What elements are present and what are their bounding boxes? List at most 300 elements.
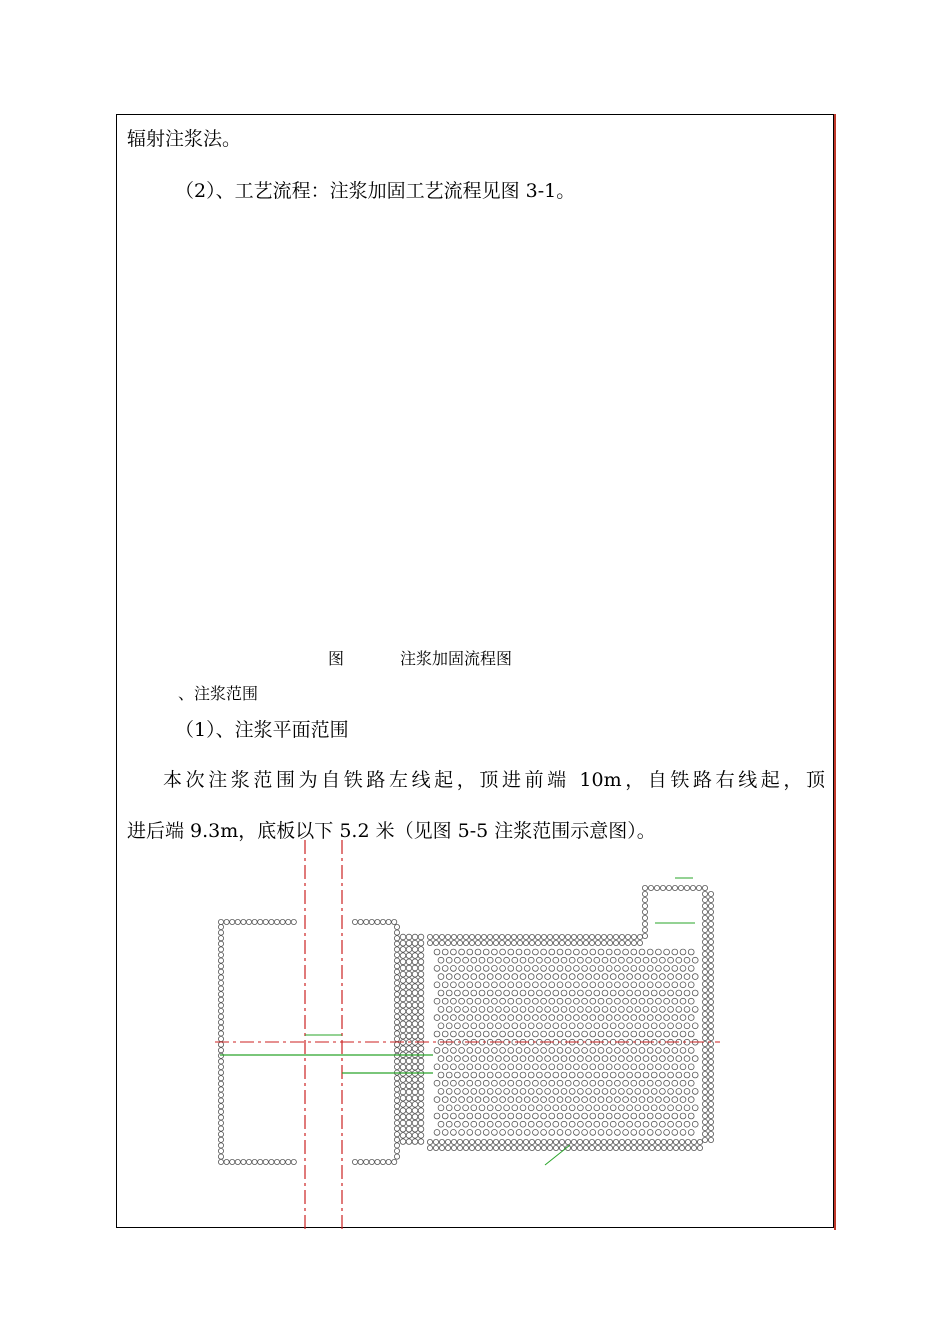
grout-hole xyxy=(541,966,547,972)
grout-hole xyxy=(667,1145,672,1150)
grout-hole xyxy=(451,940,456,945)
grout-hole xyxy=(512,1007,518,1013)
grout-hole xyxy=(571,1145,576,1150)
grout-hole xyxy=(590,1031,596,1037)
grout-hole xyxy=(708,999,713,1004)
grout-hole xyxy=(708,1101,713,1106)
grout-hole xyxy=(529,940,534,945)
grout-hole xyxy=(218,930,223,935)
grout-hole xyxy=(672,1113,678,1119)
grout-hole xyxy=(412,965,418,971)
grout-hole xyxy=(442,1015,448,1021)
grout-hole xyxy=(516,966,522,972)
grout-hole xyxy=(394,1031,399,1036)
grout-hole xyxy=(508,998,514,1004)
grout-hole xyxy=(656,1031,662,1037)
grout-hole xyxy=(702,945,707,950)
grout-hole xyxy=(595,1145,600,1150)
grout-hole xyxy=(533,1048,539,1054)
grout-hole xyxy=(230,1159,235,1164)
leader-bottom xyxy=(545,1145,570,1165)
grout-hole xyxy=(598,1080,604,1086)
grout-hole xyxy=(406,1015,412,1021)
grout-hole xyxy=(660,1089,666,1095)
grout-hole xyxy=(418,940,424,946)
grout-hole xyxy=(418,1033,424,1039)
grout-hole xyxy=(528,957,534,963)
section-heading: 、注浆范围 xyxy=(178,684,259,703)
grout-hole xyxy=(504,1121,510,1127)
grout-hole xyxy=(561,974,567,980)
grout-hole xyxy=(559,934,564,939)
grout-hole xyxy=(708,897,713,902)
grout-hole xyxy=(459,1097,465,1103)
grout-hole xyxy=(418,996,424,1002)
grout-hole xyxy=(578,1089,584,1095)
grout-hole xyxy=(702,1107,707,1112)
grout-hole xyxy=(394,1132,399,1137)
grout-hole xyxy=(412,947,418,953)
grout-hole xyxy=(394,936,399,941)
grout-hole xyxy=(434,1015,440,1021)
grout-hole xyxy=(569,1089,575,1095)
grout-hole xyxy=(589,934,594,939)
grout-hole xyxy=(524,1048,530,1054)
grout-hole xyxy=(358,1159,363,1164)
grout-hole xyxy=(637,1145,642,1150)
grout-hole xyxy=(607,934,612,939)
grout-hole xyxy=(524,949,530,955)
grout-hole xyxy=(528,1007,534,1013)
grout-hole xyxy=(528,1089,534,1095)
grout-hole xyxy=(688,982,694,988)
grout-hole xyxy=(517,940,522,945)
grout-hole xyxy=(660,1007,666,1013)
grout-hole xyxy=(547,934,552,939)
grout-hole xyxy=(218,941,223,946)
grout-hole xyxy=(418,978,424,984)
grout-hole xyxy=(406,1077,412,1083)
grout-hole xyxy=(400,1021,406,1027)
grout-hole xyxy=(684,1007,690,1013)
grout-hole xyxy=(459,1064,465,1070)
grout-hole xyxy=(586,1023,592,1029)
grout-hole xyxy=(218,1087,223,1092)
grout-hole xyxy=(561,1121,567,1127)
grout-hole xyxy=(218,1126,223,1131)
grout-hole xyxy=(557,1048,563,1054)
grout-hole xyxy=(602,974,608,980)
grout-hole xyxy=(412,1077,418,1083)
grout-hole xyxy=(218,1048,223,1053)
grout-hole xyxy=(418,984,424,990)
grout-hole xyxy=(553,1145,558,1150)
grout-hole xyxy=(406,990,412,996)
grout-hole xyxy=(406,1089,412,1095)
grout-hole xyxy=(496,1089,502,1095)
grout-hole xyxy=(679,1145,684,1150)
grout-hole xyxy=(553,1105,559,1111)
grout-hole xyxy=(631,998,637,1004)
grout-hole xyxy=(479,1105,485,1111)
grout-hole xyxy=(541,1145,546,1150)
grout-hole xyxy=(523,940,528,945)
grout-hole xyxy=(496,974,502,980)
grout-hole xyxy=(565,1097,571,1103)
grout-hole xyxy=(672,966,678,972)
grout-hole xyxy=(218,1059,223,1064)
grout-hole xyxy=(241,919,246,924)
grout-hole xyxy=(286,919,291,924)
grout-hole xyxy=(557,1064,563,1070)
grout-hole xyxy=(651,1072,657,1078)
grout-hole xyxy=(627,990,633,996)
grout-hole xyxy=(218,952,223,957)
grout-hole xyxy=(623,1080,629,1086)
grout-hole xyxy=(672,982,678,988)
grout-hole xyxy=(537,1121,543,1127)
grout-hole xyxy=(594,1089,600,1095)
grout-hole xyxy=(524,1097,530,1103)
grout-hole xyxy=(412,1058,418,1064)
grout-hole xyxy=(412,1108,418,1114)
grout-hole xyxy=(565,1139,570,1144)
grout-hole xyxy=(545,1121,551,1127)
grout-hole xyxy=(582,1048,588,1054)
grout-hole xyxy=(439,1145,444,1150)
grout-hole xyxy=(511,1139,516,1144)
grout-hole xyxy=(702,951,707,956)
grout-hole xyxy=(496,1105,502,1111)
grout-hole xyxy=(610,1007,616,1013)
grout-hole xyxy=(661,1139,666,1144)
grout-hole xyxy=(528,1023,534,1029)
grout-hole xyxy=(660,990,666,996)
grout-hole xyxy=(635,1023,641,1029)
grout-hole xyxy=(627,1105,633,1111)
grout-hole xyxy=(481,1145,486,1150)
grout-hole xyxy=(586,1121,592,1127)
grout-hole xyxy=(504,1105,510,1111)
grout-hole xyxy=(664,1130,670,1136)
grout-hole xyxy=(406,1064,412,1070)
grout-hole xyxy=(400,996,406,1002)
grout-hole xyxy=(463,1121,469,1127)
grout-hole xyxy=(471,990,477,996)
grout-hole xyxy=(418,1133,424,1139)
grout-hole xyxy=(676,957,682,963)
grout-hole xyxy=(218,992,223,997)
grout-hole xyxy=(569,1105,575,1111)
grout-hole xyxy=(660,1023,666,1029)
grout-hole xyxy=(676,974,682,980)
grout-hole xyxy=(557,966,563,972)
grout-hole xyxy=(504,1007,510,1013)
grout-hole xyxy=(582,1080,588,1086)
grout-hole xyxy=(571,1139,576,1144)
grout-hole xyxy=(672,1064,678,1070)
grout-hole xyxy=(583,934,588,939)
grout-hole xyxy=(606,1031,612,1037)
grout-hole xyxy=(394,986,399,991)
grout-hole xyxy=(702,927,707,932)
grout-hole xyxy=(549,1080,555,1086)
grout-hole xyxy=(412,978,418,984)
grout-hole xyxy=(512,1105,518,1111)
grout-hole xyxy=(496,1056,502,1062)
grout-hole xyxy=(418,1077,424,1083)
grout-hole xyxy=(545,990,551,996)
grout-hole xyxy=(418,1064,424,1070)
grout-hole xyxy=(708,945,713,950)
grout-hole xyxy=(394,947,399,952)
grout-hole xyxy=(578,974,584,980)
grout-hole xyxy=(708,1107,713,1112)
grout-hole xyxy=(702,969,707,974)
grout-hole xyxy=(639,1113,645,1119)
grout-hole xyxy=(446,1056,452,1062)
grout-hole xyxy=(598,1064,604,1070)
grout-hole xyxy=(565,998,571,1004)
grout-hole xyxy=(400,1046,406,1052)
grout-hole xyxy=(607,940,612,945)
grout-hole xyxy=(619,1023,625,1029)
grout-hole xyxy=(664,998,670,1004)
grout-hole xyxy=(708,1125,713,1130)
grout-hole xyxy=(643,1023,649,1029)
grout-hole xyxy=(218,1070,223,1075)
grout-hole xyxy=(291,1159,296,1164)
grout-hole xyxy=(529,1145,534,1150)
grout-hole xyxy=(463,1145,468,1150)
grout-hole xyxy=(680,1080,686,1086)
grout-hole xyxy=(394,1008,399,1013)
grout-hole xyxy=(680,1113,686,1119)
grout-hole xyxy=(647,1015,653,1021)
grout-hole xyxy=(524,1080,530,1086)
grout-hole xyxy=(607,1139,612,1144)
grout-hole xyxy=(557,1097,563,1103)
figure-caption-prefix: 图 xyxy=(328,649,345,668)
grout-hole xyxy=(475,1080,481,1086)
grout-hole xyxy=(606,1080,612,1086)
grout-hole xyxy=(442,1064,448,1070)
grout-hole xyxy=(610,1056,616,1062)
grout-hole xyxy=(520,1056,526,1062)
grout-hole xyxy=(545,1072,551,1078)
grout-hole xyxy=(394,997,399,1002)
grout-hole xyxy=(635,1056,641,1062)
grout-hole xyxy=(524,966,530,972)
grout-hole xyxy=(625,934,630,939)
grout-hole xyxy=(483,1048,489,1054)
grout-hole xyxy=(487,1139,492,1144)
grout-hole xyxy=(483,1031,489,1037)
grout-hole xyxy=(434,1113,440,1119)
grout-hole xyxy=(708,1089,713,1094)
grout-hole xyxy=(549,1031,555,1037)
grout-hole xyxy=(520,1007,526,1013)
grout-hole xyxy=(590,966,596,972)
grout-hole xyxy=(602,990,608,996)
grout-hole xyxy=(218,947,223,952)
grout-hole xyxy=(500,982,506,988)
grout-hole xyxy=(524,1130,530,1136)
grout-hole xyxy=(492,1015,498,1021)
grout-hole xyxy=(280,919,285,924)
grout-hole xyxy=(643,990,649,996)
grout-hole xyxy=(520,1023,526,1029)
grout-hole xyxy=(533,1031,539,1037)
grout-hole xyxy=(500,949,506,955)
grout-hole xyxy=(412,1021,418,1027)
grout-hole xyxy=(577,1139,582,1144)
grout-hole xyxy=(619,940,624,945)
grout-hole xyxy=(639,1064,645,1070)
grout-hole xyxy=(537,1072,543,1078)
grout-hole xyxy=(549,949,555,955)
grout-hole xyxy=(582,982,588,988)
grout-hole xyxy=(684,1023,690,1029)
grout-hole xyxy=(702,903,707,908)
grout-hole xyxy=(631,982,637,988)
grout-hole xyxy=(569,1023,575,1029)
grout-hole xyxy=(406,1009,412,1015)
grout-hole xyxy=(571,940,576,945)
grout-hole xyxy=(615,1097,621,1103)
grout-hole xyxy=(631,1139,636,1144)
grout-hole xyxy=(516,1080,522,1086)
grout-hole xyxy=(479,1072,485,1078)
grout-hole xyxy=(438,990,444,996)
grout-hole xyxy=(668,1056,674,1062)
grout-hole xyxy=(508,1113,514,1119)
grout-hole xyxy=(553,1056,559,1062)
grout-hole xyxy=(386,919,391,924)
grout-hole xyxy=(702,981,707,986)
grout-hole xyxy=(434,1064,440,1070)
grout-hole xyxy=(467,949,473,955)
grout-hole xyxy=(463,974,469,980)
grout-hole xyxy=(496,1121,502,1127)
grout-hole xyxy=(504,957,510,963)
grout-hole xyxy=(475,1048,481,1054)
grout-hole xyxy=(541,1048,547,1054)
grout-hole xyxy=(493,940,498,945)
grout-hole xyxy=(688,966,694,972)
grout-hole xyxy=(655,1145,660,1150)
grout-hole xyxy=(400,1108,406,1114)
grout-hole xyxy=(418,953,424,959)
grout-hole xyxy=(647,1064,653,1070)
grout-hole xyxy=(252,1159,257,1164)
grout-hole xyxy=(643,1145,648,1150)
grout-hole xyxy=(673,1145,678,1150)
grout-hole xyxy=(668,1072,674,1078)
grout-hole xyxy=(583,940,588,945)
grout-hole xyxy=(406,965,412,971)
grout-hole xyxy=(533,1064,539,1070)
grout-hole xyxy=(582,1097,588,1103)
grout-hole xyxy=(606,949,612,955)
grout-hole xyxy=(606,1113,612,1119)
grout-hole xyxy=(445,934,450,939)
grout-hole xyxy=(451,966,457,972)
grout-hole xyxy=(553,1007,559,1013)
grout-hole xyxy=(574,1113,580,1119)
grout-hole xyxy=(613,940,618,945)
grout-hole xyxy=(445,1145,450,1150)
grout-hole xyxy=(475,1130,481,1136)
grout-hole xyxy=(230,919,235,924)
grout-hole xyxy=(406,1095,412,1101)
grout-hole xyxy=(651,1105,657,1111)
grout-hole xyxy=(394,1092,399,1097)
grout-hole xyxy=(438,1105,444,1111)
grout-hole xyxy=(574,949,580,955)
grout-hole xyxy=(583,1139,588,1144)
grout-hole xyxy=(400,1033,406,1039)
grout-hole xyxy=(500,1064,506,1070)
grout-hole xyxy=(623,998,629,1004)
grout-hole xyxy=(246,919,251,924)
grout-hole xyxy=(475,998,481,1004)
grout-hole xyxy=(438,1056,444,1062)
grout-hole xyxy=(619,1072,625,1078)
grout-hole xyxy=(483,1064,489,1070)
grout-hole xyxy=(394,1048,399,1053)
grout-hole xyxy=(533,949,539,955)
grout-hole xyxy=(483,1080,489,1086)
grout-hole xyxy=(523,934,528,939)
grout-hole xyxy=(684,1072,690,1078)
grout-hole xyxy=(651,1056,657,1062)
grout-hole xyxy=(696,885,701,890)
grout-hole xyxy=(676,1121,682,1127)
grout-hole xyxy=(547,940,552,945)
grout-hole xyxy=(656,1048,662,1054)
grout-hole xyxy=(545,1105,551,1111)
grout-hole xyxy=(565,1064,571,1070)
grout-hole xyxy=(643,1105,649,1111)
grout-hole xyxy=(606,998,612,1004)
grout-hole xyxy=(418,1083,424,1089)
grout-hole xyxy=(418,1089,424,1095)
grout-hole xyxy=(565,1015,571,1021)
grout-hole xyxy=(508,982,514,988)
grout-hole xyxy=(392,1159,397,1164)
grout-hole xyxy=(467,1048,473,1054)
grout-hole xyxy=(565,1031,571,1037)
grout-hole xyxy=(504,1056,510,1062)
grout-hole xyxy=(615,1048,621,1054)
grout-hole xyxy=(483,1097,489,1103)
grout-hole xyxy=(496,1007,502,1013)
grout-hole xyxy=(455,1023,461,1029)
grout-hole xyxy=(516,1113,522,1119)
grout-hole xyxy=(418,1139,424,1145)
grout-hole xyxy=(433,1145,438,1150)
grout-hole xyxy=(708,1113,713,1118)
grout-hole xyxy=(258,1159,263,1164)
grout-hole xyxy=(619,934,624,939)
grout-hole xyxy=(656,1080,662,1086)
grout-hole xyxy=(664,1080,670,1086)
grout-hole xyxy=(702,1035,707,1040)
grout-hole xyxy=(218,919,223,924)
grout-hole xyxy=(394,1143,399,1148)
grout-hole xyxy=(438,1089,444,1095)
